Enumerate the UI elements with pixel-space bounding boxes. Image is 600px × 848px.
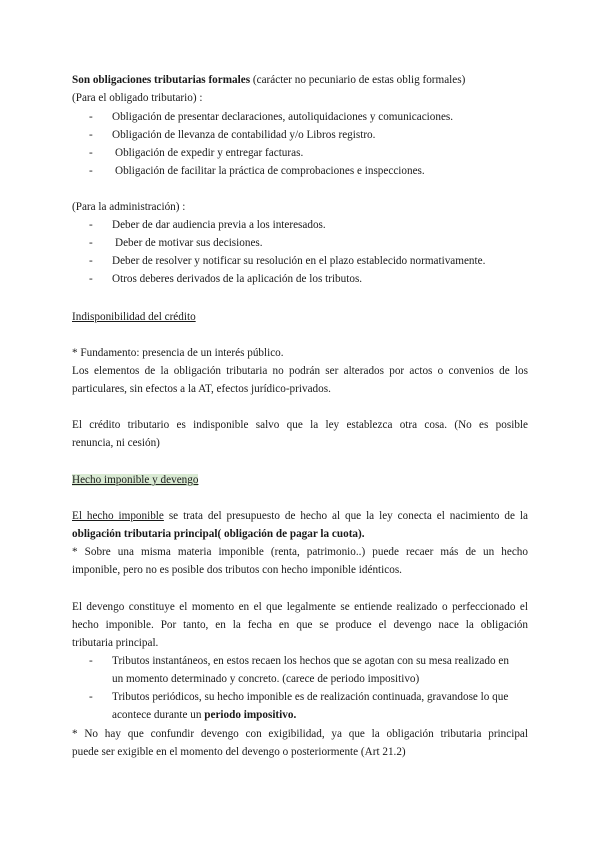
section-heading-indisponibilidad <box>72 308 528 326</box>
credito-line-1: El crédito tributario es indisponible salvo que la ley establezca otra cosa. (No es posible <box>72 419 528 431</box>
definicion-line-1 <box>72 507 528 525</box>
fundamento-text: * Fundamento: presencia de un interés público. <box>72 347 284 359</box>
formales-title: Son obligaciones tributarias formales <box>72 74 251 86</box>
list-item-text: Tributos instantáneos, en estos recaen los hechos que se agotan con su mesa realizado en <box>112 655 509 667</box>
definicion-rest: se trata del presupuesto de hecho al que la ley conecta el nacimiento de la <box>163 510 528 522</box>
list-dash: - <box>89 165 93 177</box>
list-item-text: Deber de motivar sus decisiones. <box>115 237 263 249</box>
list-item-text-cont <box>112 706 529 724</box>
section-heading-hecho <box>72 471 528 489</box>
indisponibilidad-heading: Indisponibilidad del crédito <box>72 311 196 323</box>
obligado-heading: (Para el obligado tributario) : <box>72 92 203 104</box>
elementos-line-1: Los elementos de la obligación tributaria no podrán ser alterados por actos o convenios de los <box>72 365 528 377</box>
periodicos-pre: acontece durante un <box>112 709 205 721</box>
devengo-line-1: El devengo constituye el momento en el que legalmente se entiende realizado o perfeccionado el <box>72 601 528 613</box>
formales-title-note: (carácter no pecuniario de estas oblig formales) <box>252 74 466 86</box>
obligacion-principal-bold: obligación tributaria principal( obligación de pagar la cuota). <box>72 528 365 540</box>
definicion-line-2 <box>72 525 528 543</box>
list-item-text: Obligación de llevanza de contabilidad y/o Libros registro. <box>112 129 376 141</box>
sobre-line-2: imponible, pero no es posible dos tributos con hecho imponible idénticos. <box>72 564 402 576</box>
nohay-line-1: * No hay que confundir devengo con exigibilidad, ya que la obligación tributaria principal <box>72 728 528 740</box>
nohay-line-2: puede ser exigible en el momento del devengo o posteriormente (Art 21.2) <box>72 746 406 758</box>
list-item-text: Tributos periódicos, su hecho imponible es de realización continuada, gravandose lo que <box>112 691 509 703</box>
devengo-line-2: hecho imponible. Por tanto, en la fecha en que se produce el devengo nace la obligación <box>72 619 528 631</box>
admin-heading: (Para la administración) : <box>72 201 186 213</box>
list-dash: - <box>89 273 93 285</box>
list-item-text: Deber de dar audiencia previa a los interesados. <box>112 219 326 231</box>
devengo-line-3: tributaria principal. <box>72 637 159 649</box>
list-item <box>89 652 529 688</box>
list-dash: - <box>89 129 93 141</box>
sobre-line-1: * Sobre una misma materia imponible (renta, patrimonio..) puede recaer más de un hecho <box>72 546 528 558</box>
list-item-text: Obligación de facilitar la práctica de comprobaciones e inspecciones. <box>115 165 425 177</box>
hecho-heading: Hecho imponible y devengo <box>72 474 199 486</box>
credito-line-2: renuncia, ni cesión) <box>72 437 160 449</box>
list-item-text: Otros deberes derivados de la aplicación de los tributos. <box>112 273 363 285</box>
elementos-line-2: particulares, sin efectos a la AT, efectos jurídico-privados. <box>72 383 331 395</box>
list-dash: - <box>89 111 93 123</box>
list-item-text-cont: un momento determinado y concreto. (carece de periodo impositivo) <box>112 673 420 685</box>
list-dash: - <box>89 691 93 703</box>
list-item-text: Obligación de expedir y entregar facturas. <box>115 147 304 159</box>
periodo-impositivo-bold: periodo impositivo. <box>204 709 297 721</box>
list-dash: - <box>89 219 93 231</box>
list-item-text: Deber de resolver y notificar su resolución en el plazo establecido normativamente. <box>112 255 486 267</box>
list-dash: - <box>89 255 93 267</box>
list-item-text: Obligación de presentar declaraciones, autoliquidaciones y comunicaciones. <box>112 111 454 123</box>
formales-title-line <box>72 71 528 89</box>
list-item <box>89 688 529 724</box>
list-dash: - <box>89 147 93 159</box>
hecho-imponible-term: El hecho imponible <box>72 510 164 522</box>
list-dash: - <box>89 237 93 249</box>
list-dash: - <box>89 655 93 667</box>
